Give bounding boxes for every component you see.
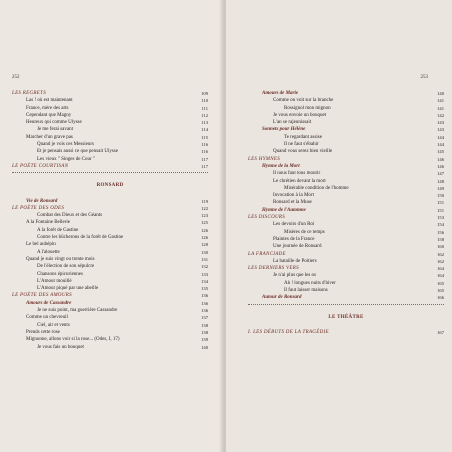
toc-section-entry [248,156,444,163]
toc-entry-page: 116 [201,142,208,148]
toc-entry-title: LES DISCOURS [248,215,286,221]
toc-entry-page: 165 [437,280,444,286]
toc-entry-page: 135 [201,286,208,292]
toc-entry [12,219,208,226]
toc-subsection-entry [248,163,444,170]
toc-entry-title: Il ne faut s'ébahir [284,142,319,148]
toc-entry-page: 143 [437,120,444,126]
toc-entry-title: Le chrétien devant la mort [273,178,326,184]
toc-entry [248,280,444,287]
toc-entry-title: Misérable condition de l'homme [284,185,349,191]
toc-entry-page: 154 [437,222,444,228]
toc-section-entry [248,214,444,221]
toc-entry-page: 128 [201,242,208,248]
toc-entry [12,141,208,148]
toc-entry-title: Plaintes de la France [273,236,315,242]
toc-entry-title: Quand je vois ces Messieurs [37,142,94,148]
toc-entry [248,178,444,185]
toc-entry [12,212,208,219]
toc-entry-page: 134 [201,278,208,284]
toc-entry-page: 138 [201,329,208,335]
toc-entry-page: 126 [201,227,208,233]
toc-entry-page: 147 [437,171,444,177]
toc-section-entry [248,251,444,258]
toc-entry [12,329,208,336]
toc-entry [248,119,444,126]
toc-entry-title: Rossignol mon mignon [284,105,331,111]
toc-entry-title: A la forêt de Gastine [37,227,79,233]
toc-entry-title: LE POÈTE DES AMOURS [12,293,72,299]
toc-entry-page: 156 [437,229,444,235]
part-heading-text: LE THÉÂTRE [328,314,364,320]
page-number: 252 [12,75,20,80]
toc-entry [12,234,208,241]
toc-entry [12,336,208,343]
toc-entry-page: 141 [437,98,444,104]
toc-entry-page: 112 [201,112,208,118]
toc-entry [248,185,444,192]
toc-subsection-entry [12,300,208,307]
toc-subsection-entry [248,90,444,97]
toc-entry-title: LES HYMNES [248,156,281,162]
toc-entry [248,112,444,119]
toc-entry-title: LES DERNIERS VERS [248,266,299,272]
toc-entry-page: 149 [437,185,444,191]
right-page [226,0,452,452]
toc-entry-title: Sonnets pour Hélène [262,127,306,133]
toc-subsection-entry [248,207,444,214]
toc-entry-title: Combat des Dieux et des Géants [37,213,103,219]
toc-entry [12,148,208,155]
toc-entry-title: LA FRANCIADE [248,251,286,257]
toc-entry-page: 145 [437,149,444,155]
toc-entry [12,134,208,141]
toc-entry-title: Il faut laisser maisons [284,288,328,294]
toc-subsection-entry [12,198,208,205]
toc-entry-title: Je n'ai plus que les os [273,273,316,279]
toc-entry-title: Une journée de Ronsard [273,244,322,250]
toc-entry-page: 146 [437,156,444,162]
toc-entry [248,134,444,141]
toc-entry [248,141,444,148]
toc-entry-title: LES REGRETS [12,91,46,96]
part-heading-text: RONSARD [96,183,124,189]
toc-entry [248,258,444,265]
toc-entry-page: 122 [201,205,208,211]
toc-entry [12,241,208,248]
toc-entry-page: 160 [437,244,444,250]
toc-entry-title: Ciel, air et vents [37,322,70,328]
toc-entry-page: 148 [437,178,444,184]
spacer [248,306,444,314]
toc-entry-title: Autour de Ronsard [262,295,302,301]
toc-entry-title: Prends cette rose [26,329,60,335]
toc-entry-page: 140 [437,91,444,96]
toc-entry [248,97,444,104]
toc-entry-title: Amours de Marie [262,91,299,96]
toc-section-entry [248,265,444,272]
toc-subsection-entry [248,294,444,301]
toc-entry [248,272,444,279]
toc-entry [248,148,444,155]
toc-entry-title: L'Amour piqué par une abeille [37,286,99,292]
part-heading [248,314,444,321]
toc-entry-page: 125 [201,220,208,226]
toc-entry-title: Les devoirs d'un Roi [273,222,315,228]
toc-entry-title: France, mère des arts [26,105,69,111]
toc-list [248,90,444,336]
toc-entry-page: 115 [201,134,208,140]
toc-entry-page: 136 [201,293,208,299]
toc-entry [12,105,208,112]
toc-entry-page: 151 [437,207,444,213]
toc-list [12,90,208,351]
toc-entry-page: 117 [201,156,208,162]
toc-entry-page: 139 [201,337,208,343]
toc-entry-title: Invocation à la Mort [273,193,314,199]
toc-entry [12,278,208,285]
toc-section-entry [12,163,208,170]
toc-entry-title: Misères de ce temps [284,229,325,235]
toc-entry [12,256,208,263]
toc-entry-page: 162 [437,258,444,264]
toc-entry-title: Il nous faut tous mourir [273,171,321,177]
toc-entry [248,170,444,177]
toc-entry-title: Quand vous serez bien vieille [273,149,333,155]
toc-entry-page: 142 [437,112,444,118]
toc-entry-page: 146 [437,163,444,169]
toc-entry [12,126,208,133]
toc-entry-title: A la Fontaine Bellerie [26,220,71,226]
toc-entry-title: Hymne de l'Automne [262,207,306,213]
toc-entry-title: LE POÈTE COURTISAN [12,163,69,169]
toc-entry-page: 116 [201,149,208,155]
toc-entry-page: 158 [437,236,444,242]
toc-entry-title: Je me ferai savant [37,127,73,133]
toc-entry [12,156,208,163]
toc-entry-title: Marcher d'un grave pas [26,134,73,140]
toc-entry-page: 164 [437,273,444,279]
left-page [0,0,222,452]
toc-entry [12,119,208,126]
toc-entry-page: 111 [201,105,208,111]
toc-entry-page: 130 [201,249,208,255]
toc-entry [12,314,208,321]
toc-entry-page: 138 [201,322,208,328]
toc-section-entry [12,205,208,212]
toc-entry-page: 144 [437,142,444,148]
toc-entry-title: Quand je suis vingt ou trente mois [26,256,95,262]
toc-section-entry [12,292,208,299]
toc-entry [12,112,208,119]
toc-entry-page: 140 [201,344,208,350]
toc-entry [12,249,208,256]
toc-entry-title: Contre les bûcherons de la forêt de Gastine [37,235,124,241]
toc-entry-title: Hymne de la Mort [262,163,300,169]
toc-entry-title: De l'élection de son sépulcre [37,264,95,270]
toc-entry-title: Chansons épicuriennes [37,271,83,277]
toc-entry-title: Je ne suis point, ma guerrière Cassandre [37,308,118,314]
toc-entry-page: 126 [201,235,208,241]
toc-entry [12,271,208,278]
toc-entry-page: 136 [201,308,208,314]
toc-entry-page: 166 [437,295,444,301]
toc-entry-page: 113 [201,120,208,126]
toc-entry-title: LE POÈTE DES ODES [12,205,65,211]
toc-entry-page: 110 [201,98,208,104]
toc-entry [248,229,444,236]
toc-entry-title: Les vieux " Singes de Cour " [37,156,95,162]
toc-entry [12,322,208,329]
toc-entry-title: Comme un chevreuil [26,315,68,321]
toc-entry [12,97,208,104]
toc-entry-page: 153 [437,215,444,221]
part-heading [12,182,208,189]
toc-entry-title: I. LES DÉBUTS DE LA TRAGÉDIE [248,329,329,335]
toc-entry-page: 123 [201,213,208,219]
toc-entry-title: Las ! où est maintenant [26,98,73,104]
toc-entry [248,236,444,243]
toc-entry [12,227,208,234]
toc-entry-title: Cependant que Magny [26,112,72,118]
toc-entry-title: Mignonne, allons voir si la rose... (Odes, I, 17) [26,337,120,343]
toc-entry [248,287,444,294]
toc-entry-title: A l'alouette [37,249,60,255]
spacer [248,321,444,329]
toc-entry-page: 137 [201,315,208,321]
toc-entry-page: 151 [437,200,444,206]
page-number: 253 [420,75,428,80]
toc-section-entry [248,329,444,336]
toc-entry-title: Et je pensais aussi ce que pensait Ulysse [37,149,118,155]
toc-entry [248,221,444,228]
spacer [12,190,208,198]
toc-entry-title: Comme on voit sur la branche [273,98,334,104]
toc-entry [248,199,444,206]
toc-entry-title: L'an se rajeunissait [273,120,312,126]
toc-entry-page: 132 [201,264,208,270]
toc-entry [248,243,444,250]
toc-entry [12,344,208,351]
toc-entry-page: 144 [437,134,444,140]
toc-entry [248,192,444,199]
toc-entry-page: 136 [201,300,208,306]
toc-entry-page: 150 [437,193,444,199]
toc-entry-title: Ah ! longues nuits d'hiver [284,280,336,286]
toc-entry-title: Je vous fais un bouquet [37,344,84,350]
toc-entry-page: 117 [201,163,208,169]
toc-entry-title: Heureux qui comme Ulysse [26,120,82,126]
toc-entry-page: 143 [437,127,444,133]
toc-entry-page: 162 [437,251,444,257]
toc-entry-page: 114 [201,127,208,133]
toc-entry-title: Ronsard et la Muse [273,200,312,206]
toc-entry-page: 164 [437,266,444,272]
toc-entry-page: 167 [437,329,444,335]
toc-entry [12,285,208,292]
toc-entry-page: 131 [201,256,208,262]
toc-entry-title: L'Amour mouillé [37,278,72,284]
toc-entry-title: Le bel aubépin [26,242,56,248]
toc-entry [12,263,208,270]
toc-entry-title: La bataille de Poitiers [273,258,317,264]
toc-entry-page: 141 [437,105,444,111]
toc-subsection-entry [248,126,444,133]
toc-entry [12,307,208,314]
spacer [12,174,208,182]
toc-section-entry [12,90,208,97]
toc-entry-title: Te regardant assise [284,134,322,140]
toc-entry-title: Vie de Ronsard [26,198,58,204]
toc-entry-title: Je vous envoie un bouquet [273,112,327,118]
toc-entry-title: Amours de Cassandre [26,300,72,306]
toc-entry-page: 165 [437,288,444,294]
toc-entry [248,105,444,112]
toc-entry-page: 119 [201,198,208,204]
toc-entry-page: 109 [201,91,208,96]
toc-entry-page: 133 [201,271,208,277]
